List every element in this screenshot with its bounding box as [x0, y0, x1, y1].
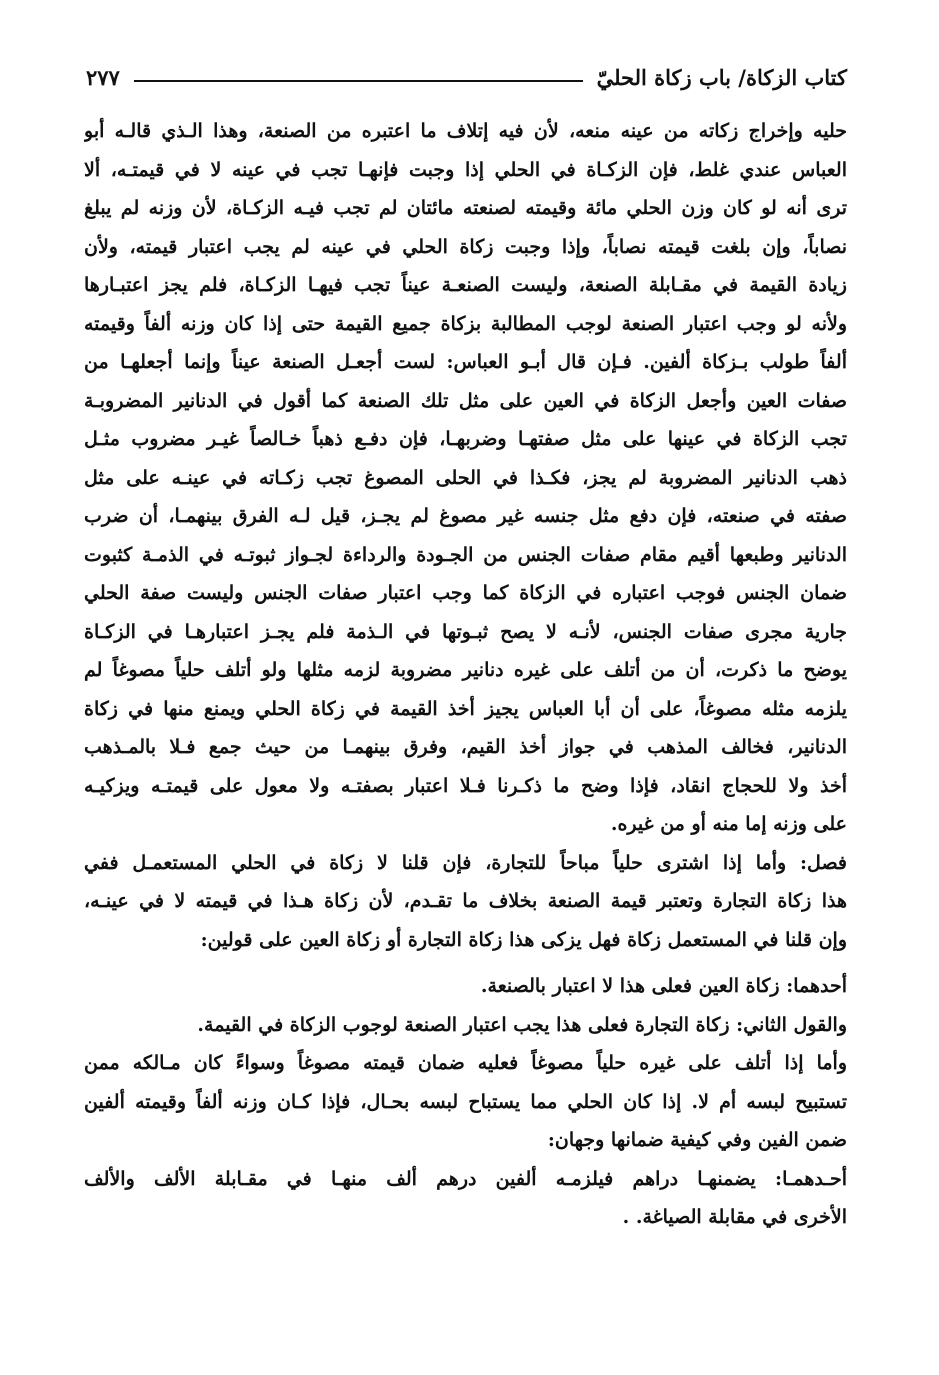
page-number: ٢٧٧ — [86, 65, 120, 90]
section-line: فصل: وأما إذا اشترى حلياً مباحاً للتجارة، فإن قلنا لا زكاة في الحلي المستعمـل ففي — [84, 851, 847, 874]
header-rule — [134, 80, 583, 82]
text-line: وإن قلنا في المستعمل زكاة فهل يزكى هذا زكاة التجارة أو زكاة العين على قولين: — [200, 928, 847, 951]
paragraph-gap — [84, 959, 847, 967]
text-line: هذا زكاة التجارة وتعتبر قيمة الصنعة بخلاف ما تقـدم، لأن زكاة هـذا في قيمته لا في عينـه، — [84, 890, 847, 912]
text-line: الدنانير، فخالف المذهب في جواز أخذ القيم، وفرق بينهمـا من حيث جمع فـلا بالمـذهب — [84, 736, 847, 758]
text-line: جارية مجرى صفات الجنس، لأنـه لا يصح ثبـوتها في الـذمة فلم يجـز اعتبارهـا في الزكـاة — [84, 620, 847, 643]
text-line: يوضح ما ذكرت، أن من أتلف على غيره دنانير مضروبة لزمه مثلها ولو أتلف حلياً مصوغاً لم — [84, 659, 847, 681]
text-line: يلزمه مثله مصوغاً، على أن أبا العباس يجيز أخذ القيمة في زكاة الحلي ويمنع منها في زكاة — [84, 697, 847, 720]
text-line: ترى أنه لو كان وزن الحلي مائة وقيمته لصنعته مائتان لم تجب فيـه الزكـاة، لأن وزنه لم يبلغ — [84, 197, 847, 219]
text-line: أحدهما: زكاة العين فعلى هذا لا اعتبار بالصنعة. — [480, 975, 847, 997]
text-line: تستبيح لبسه أم لا. إذا كان الحلي مما يستباح لبسه بحـال، فإذا كـان وزنه ألفاً وقيمته ألفين — [84, 1090, 847, 1113]
text-line: ضمان الجنس فوجب اعتباره في الزكاة كما وجب اعتبار صفات الجنس وليست صفة الحلي — [84, 582, 847, 604]
text-line: ضمن الفين وفي كيفية ضمانها وجهان: — [547, 1129, 847, 1151]
text-line: وأما إذا أتلف على غيره حلياً مصوغاً فعليه ضمان قيمته مصوغاً وسواءً كان مـالكه ممن — [84, 1052, 847, 1074]
text-line: الدنانير وطبعها أقيم مقام صفات الجنس من الجـودة والرداءة لجـواز ثبوتـه في الذمـة كثبوت — [84, 543, 847, 566]
text-line: ولأنه لو وجب اعتبار الصنعة لوجب المطالبة بزكاة جميع القيمة حتى إذا كان وزنه ألفاً وقيمته — [84, 312, 847, 335]
text-line: صفات العين وأجعل الزكاة في العين على مثل تلك الصنعة كما أقول في الدنانير المضروبـة — [84, 389, 847, 412]
page-header — [86, 58, 847, 98]
text-line: أحـدهمـا: يضمنهـا دراهم فيلزمـه ألفين درهم ألف منهـا في مقـابلة الألف والألف — [84, 1167, 847, 1190]
text-line: أخذ ولا للحجاج انقاد، فإذا وضح ما ذكـرنا فـلا اعتبار بصفتـه ولا معول على قيمتـه ويزكيـه — [84, 774, 847, 797]
body-text — [84, 112, 847, 1237]
text-line: نصاباً، وإن بلغت قيمته نصاباً، وإذا وجبت زكاة الحلي في عينه لم يجب اعتبار قيمته، ولأن — [84, 235, 847, 258]
text-line: العباس عندي غلط، فإن الزكـاة في الحلي إذا وجبت فإنهـا تجب في عينه لا في قيمتـه، ألا — [84, 158, 847, 181]
text-line: على وزنه إما منه أو من غيره. — [610, 813, 847, 835]
text-line: حليه وإخراج زكاته من عينه منعه، لأن فيه إتلاف ما اعتبره من الصنعة، وهذا الـذي قالـه أبو — [84, 120, 847, 142]
text-line: زيادة القيمة في مقـابلة الصنعة، وليست الصنعـة عيناً تجب فيهـا الزكـاة، فلم يجز اعتبـارها — [84, 274, 847, 296]
text-line: ذهب الدنانير المضروبة لم يجز، فكـذا في الحلى المصوغ تجب زكـاته في عينـه على مثل — [84, 466, 847, 489]
text-line: الأخرى في مقابلة الصياغة. . — [622, 1206, 847, 1228]
text-line: والقول الثاني: زكاة التجارة فعلى هذا يجب اعتبار الصنعة لوجوب الزكاة في القيمة. — [197, 1013, 847, 1036]
running-title: كتاب الزكاة/ باب زكاة الحليّ — [596, 65, 847, 90]
text-line: صفته في صنعته، فإن دفع مثل جنسه غير مصوغ لم يجـز، قيل لـه الفرق بينهمـا، أن ضرب — [84, 505, 847, 527]
text-line: تجب الزكاة في عينها على مثل صفتهـا وضربهـا، فإن دفـع ذهباً خـالصاً غيـر مضروب مثـل — [84, 428, 847, 450]
text-line: ألفاً طولب بـزكاة ألفين. فـإن قال أبـو العباس: لست أجعـل الصنعة عيناً وإنما أجعلهـا من — [84, 351, 847, 373]
